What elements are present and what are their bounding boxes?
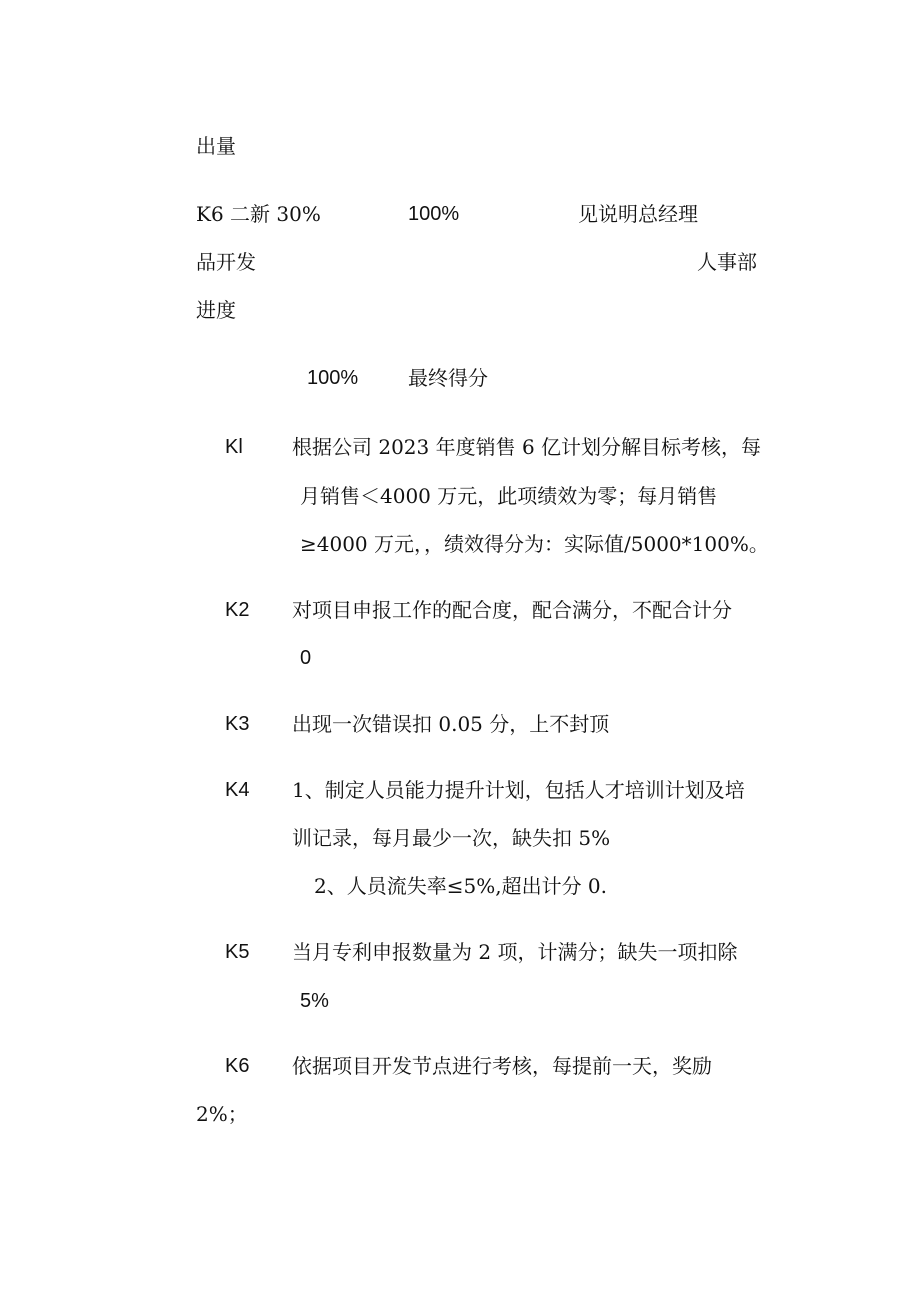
- note-k2-line-2: 0: [300, 647, 312, 669]
- note-k1-line-2: 月销售＜4000 万元，此项绩效为零；每月销售: [300, 484, 718, 508]
- note-code-k2: K2: [225, 599, 250, 621]
- note-k1-line-3: ≥4000 万元，，绩效得分为：实际值/5000*100%。: [300, 532, 769, 556]
- note-code-k4: K4: [225, 779, 250, 801]
- table-cell-k6-rule: 见说明总经理: [578, 202, 698, 226]
- note-code-k5: K5: [225, 941, 250, 963]
- table-cell-output-tail: 出量: [196, 134, 236, 158]
- note-code-k1: Kl: [225, 436, 243, 458]
- table-cell-k6-dept: 人事部: [697, 250, 757, 274]
- table-cell-k6-target: 100%: [408, 203, 460, 225]
- note-k4-line-3: 2、人员流失率≤5%,超出计分 0.: [314, 874, 608, 898]
- note-k5-line-1: 当月专利申报数量为 2 项，计满分；缺失一项扣除: [292, 940, 738, 964]
- note-k5-line-2: 5%: [300, 990, 329, 1012]
- note-k6-line-1: 依据项目开发节点进行考核，每提前一天，奖励: [292, 1054, 712, 1078]
- note-k1-line-1: 根据公司 2023 年度销售 6 亿计划分解目标考核，每: [292, 435, 762, 459]
- table-cell-k6-name-cont: 品开发: [196, 250, 256, 274]
- table-cell-k6-name-cont2: 进度: [196, 298, 236, 322]
- note-k6-line-2: 2%；: [196, 1102, 248, 1126]
- table-total-weight: 100%: [307, 367, 359, 389]
- table-cell-k6-name: K6 二新 30%: [196, 202, 321, 226]
- table-total-label: 最终得分: [408, 366, 488, 390]
- note-code-k3: K3: [225, 713, 250, 735]
- note-k4-line-2: 训记录，每月最少一次，缺失扣 5%: [292, 826, 611, 850]
- note-k2-line-1: 对项目申报工作的配合度，配合满分，不配合计分: [292, 598, 732, 622]
- note-k4-line-1: 1、制定人员能力提升计划，包括人才培训计划及培: [292, 778, 745, 802]
- note-k3-line-1: 出现一次错误扣 0.05 分，上不封顶: [292, 712, 610, 736]
- note-code-k6: K6: [225, 1055, 250, 1077]
